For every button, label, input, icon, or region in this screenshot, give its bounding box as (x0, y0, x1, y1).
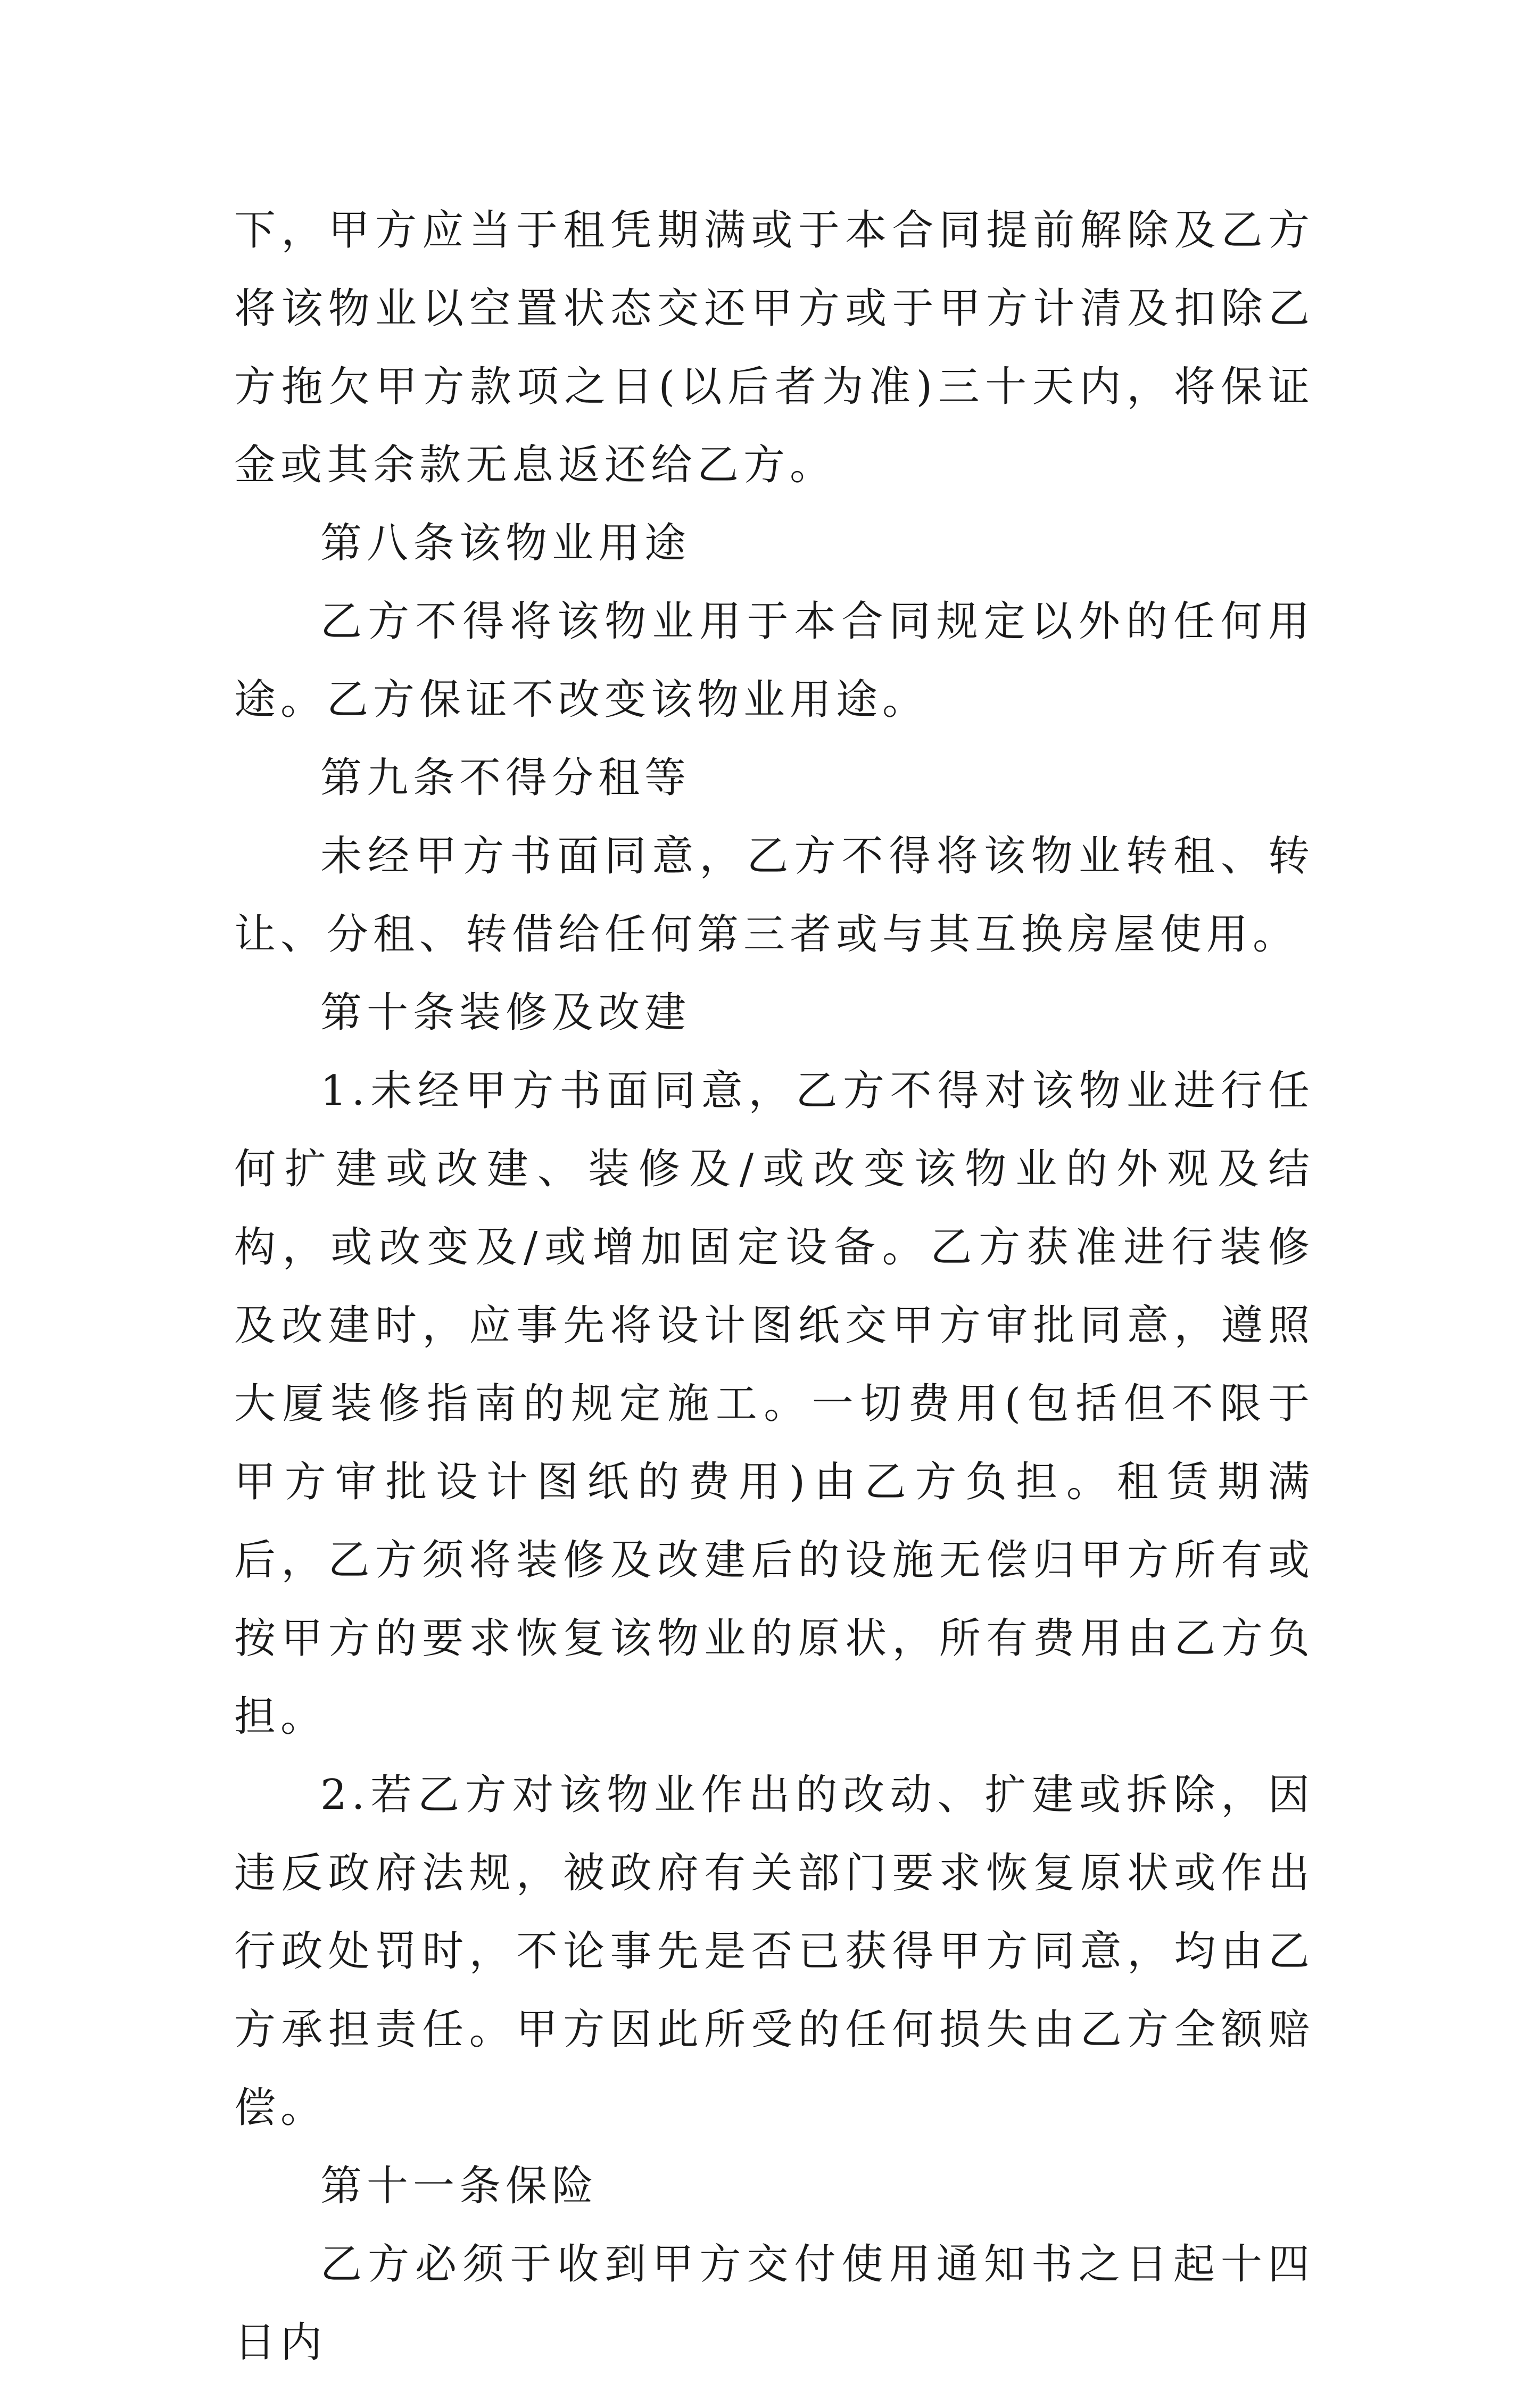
paragraph-article-11-body: 乙方必须于收到甲方交付使用通知书之日起十四日内 (234, 2240, 1314, 2367)
paragraph-continuation: 下，甲方应当于租凭期满或于本合同提前解除及乙方将该物业以空置状态交还甲方或于甲方计清及扣除乙方拖欠甲方款项之日(以后者为准)三十天内，将保证金或其余款无息返还给乙方。 (234, 206, 1314, 489)
section-heading-article-9: 第九条不得分租等 (320, 754, 691, 802)
paragraph-article-9-body: 未经甲方书面同意，乙方不得将该物业转租、转让、分租、转借给任何第三者或与其互换房屋使用。 (234, 832, 1314, 958)
document-body (234, 192, 1314, 2382)
section-heading-article-8: 第八条该物业用途 (320, 519, 691, 567)
paragraph-article-10-item-2: 2.若乙方对该物业作出的改动、扩建或拆除，因违反政府法规，被政府有关部门要求恢复原状或作出行政处罚时，不论事先是否已获得甲方同意，均由乙方承担责任。甲方因此所受的任何损失由乙方全额赔偿。 (234, 1771, 1314, 2132)
section-heading-article-11: 第十一条保险 (320, 2162, 599, 2210)
section-heading-article-10: 第十条装修及改建 (320, 989, 691, 1037)
paragraph-article-8-body: 乙方不得将该物业用于本合同规定以外的任何用途。乙方保证不改变该物业用途。 (234, 598, 1314, 724)
paragraph-article-10-item-1: 1.未经甲方书面同意，乙方不得对该物业进行任何扩建或改建、装修及/或改变该物业的外观及结构，或改变及/或增加固定设备。乙方获准进行装修及改建时，应事先将设计图纸交甲方审批同意，遵照大厦装修指南的规定施工。一切费用(包括但不限于甲方审批设计图纸的费用)由乙方负担。租赁期满后，乙方须将装修及改建后的设施无偿归甲方所有或按甲方的要求恢复该物业的原状，所有费用由乙方负担。 (234, 1067, 1314, 1741)
